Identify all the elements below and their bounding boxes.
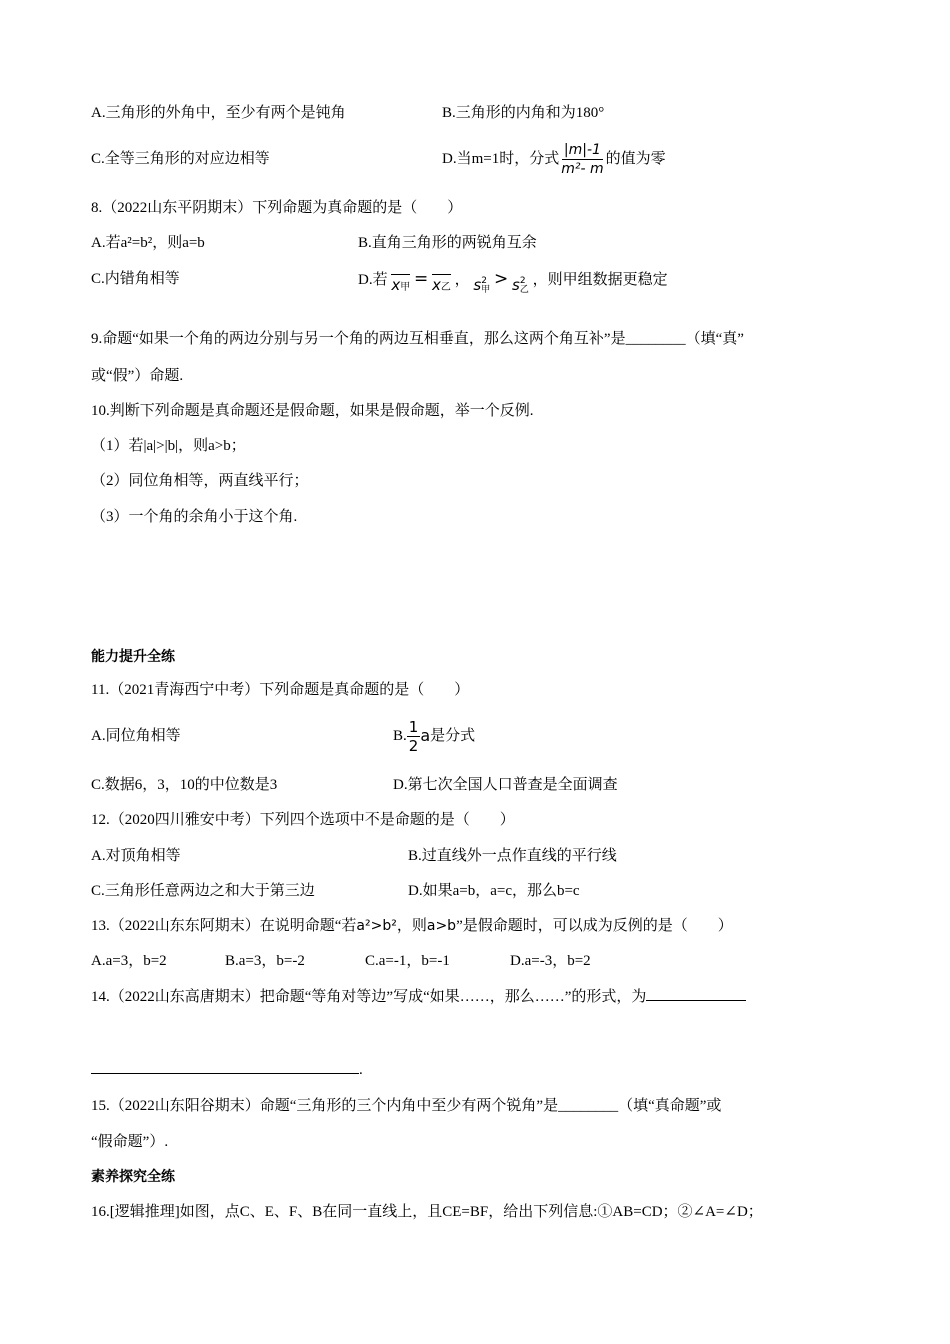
q9-line1: 9.命题“如果一个角的两边分别与另一个角的两边互相垂直，那么这两个角互补”是________（填“真” <box>91 331 744 347</box>
q12-option-a: A.对顶角相等 <box>91 848 181 864</box>
q14-end: . <box>359 1062 363 1078</box>
q14-line2 <box>91 1060 363 1080</box>
q13-stem-post: ”是假命题时，可以成为反例的是（ ） <box>456 918 733 934</box>
q13-option-c: C.a=-1，b=-1 <box>365 953 450 969</box>
q15-line1: 15.（2022山东阳谷期末）命题“三角形的三个内角中至少有两个锐角”是________（填“真命题”或 <box>91 1098 722 1114</box>
q11-fraction-numerator: 1 <box>408 717 419 736</box>
q11-var-a: a <box>420 726 431 745</box>
q11-stem: 11.（2021青海西宁中考）下列命题是真命题的是（ ） <box>91 682 470 698</box>
q10-stem: 10.判断下列命题是真命题还是假命题，如果是假命题，举一个反例. <box>91 403 534 419</box>
q8-variance-jia-sq: 2 <box>481 275 487 286</box>
q13-option-b: B.a=3，b=-2 <box>225 953 305 969</box>
q11-fraction <box>407 718 421 755</box>
q16-line1: 16.[逻辑推理]如图，点C、E、F、B在同一直线上，且CE=BF，给出下列信息:①AB=CD；②∠A=∠D； <box>91 1204 763 1220</box>
q8-xbar-yi <box>432 275 451 298</box>
q11-option-b-pre: B. <box>393 728 407 744</box>
section-heading-literacy: 素养探究全练 <box>91 1169 175 1185</box>
q7-option-d-text: D.当m=1时，分式 <box>442 151 560 167</box>
q8-variance-jia-sub: 甲 <box>481 284 491 295</box>
q8-option-d <box>358 269 668 295</box>
q12-option-c: C.三角形任意两边之和大于第三边 <box>91 883 315 899</box>
q15-line2: “假命题”）. <box>91 1134 169 1150</box>
q8-xbar-jia-x: x <box>391 276 401 294</box>
q8-option-d-tail: ，则甲组数据更稳定 <box>532 272 668 288</box>
q14-answer-blank-2[interactable] <box>91 1073 359 1074</box>
q8-stem: 8.（2022山东平阴期末）下列命题为真命题的是（ ） <box>91 200 463 216</box>
q11-option-a: A.同位角相等 <box>91 728 181 744</box>
q13-option-d: D.a=-3，b=2 <box>510 953 591 969</box>
q7-option-b: B.三角形的内角和为180° <box>442 105 605 121</box>
q7-option-d <box>442 138 666 180</box>
q8-variance-yi <box>512 275 529 295</box>
q8-variance-jia <box>473 275 490 295</box>
q7-option-d-tail: 的值为零 <box>605 151 666 167</box>
q8-xbar-jia-sub: 甲 <box>400 282 411 293</box>
q11-option-c: C.数据6，3，10的中位数是3 <box>91 777 278 793</box>
q8-comma: ， <box>454 272 470 288</box>
q12-stem: 12.（2020四川雅安中考）下列四个选项中不是命题的是（ ） <box>91 812 515 828</box>
q7-fraction <box>559 141 605 178</box>
q8-option-d-pre: D.若 <box>358 272 388 288</box>
q7-option-a: A.三角形的外角中，至少有两个是钝角 <box>91 105 346 121</box>
q8-option-b: B.直角三角形的两锐角互余 <box>358 235 537 251</box>
q8-variance-jia-s: s <box>473 276 482 294</box>
q10-part1: （1）若|a|>|b|，则a>b； <box>91 438 246 454</box>
q7-fraction-numerator: |m|-1 <box>563 141 601 158</box>
q13-stem-mid: ，则 <box>396 918 427 934</box>
q14-answer-blank-1[interactable] <box>646 1000 746 1001</box>
q8-xbar-yi-x: x <box>431 276 441 294</box>
q8-variance-yi-sub: 乙 <box>519 284 529 295</box>
q13-stem-pre: 13.（2022山东东阿期末）在说明命题“若 <box>91 918 357 934</box>
q12-option-d: D.如果a=b，a=c，那么b=c <box>408 883 580 899</box>
q7-fraction-denominator: m²- m <box>561 160 604 177</box>
q8-option-c: C.内错角相等 <box>91 271 180 287</box>
q8-xbar-jia <box>391 275 410 298</box>
q11-option-d: D.第七次全国人口普查是全面调查 <box>393 777 618 793</box>
q8-option-a: A.若a²=b²，则a=b <box>91 235 205 251</box>
q13-math2: a>b <box>426 918 457 934</box>
q9-line2: 或“假”）命题. <box>91 368 184 384</box>
q10-part3: （3）一个角的余角小于这个角. <box>91 509 298 525</box>
q13-stem <box>91 916 733 936</box>
q14-line1 <box>91 987 746 1007</box>
q8-xbar-yi-sub: 乙 <box>440 282 451 293</box>
q12-option-b: B.过直线外一点作直线的平行线 <box>408 848 617 864</box>
q8-greater: > <box>493 269 509 289</box>
q8-variance-yi-s: s <box>511 276 520 294</box>
q13-math1: a²>b² <box>356 918 397 934</box>
q11-option-b <box>393 714 475 758</box>
q10-part2: （2）同位角相等，两直线平行； <box>91 473 309 489</box>
q14-stem: 14.（2022山东高唐期末）把命题“等角对等边”写成“如果……，那么……”的形式，为 <box>91 989 647 1005</box>
q8-equals: = <box>413 269 429 289</box>
q13-option-a: A.a=3，b=2 <box>91 953 167 969</box>
q11-option-b-tail: 是分式 <box>430 728 476 744</box>
q11-fraction-denominator: 2 <box>408 736 419 755</box>
q8-variance-yi-sq: 2 <box>519 275 526 286</box>
section-heading-ability: 能力提升全练 <box>91 649 175 665</box>
q7-option-c: C.全等三角形的对应边相等 <box>91 151 270 167</box>
